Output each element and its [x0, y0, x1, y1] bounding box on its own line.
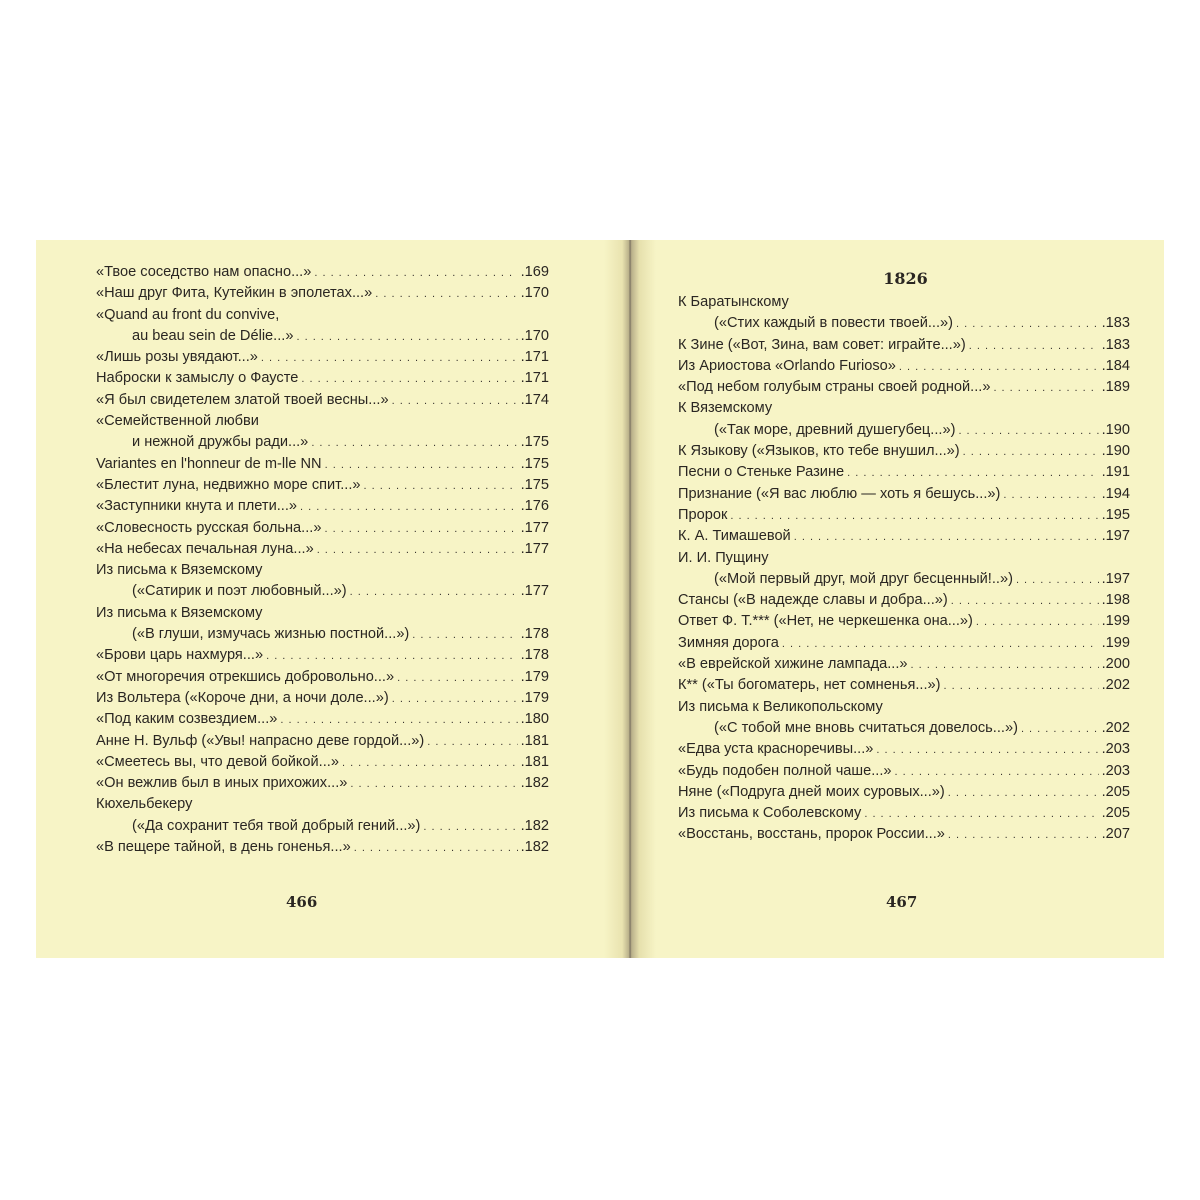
toc-entry-title: К Языкову («Языков, кто тебе внушил...»): [678, 443, 960, 460]
dot-leader: [944, 676, 1099, 697]
toc-entry: [96, 581, 549, 602]
toc-entry: [96, 390, 549, 411]
toc-entry-title: К Баратынскому: [678, 294, 789, 310]
toc-entry: [96, 794, 549, 815]
toc-entry-page: .183: [1101, 336, 1130, 353]
toc-entry-title: «На небесах печальная луна...»: [96, 540, 314, 557]
toc-entry-page: .169: [520, 264, 549, 280]
toc-entry-page: .170: [520, 327, 549, 344]
dot-leader: [301, 369, 517, 390]
toc-entry: [678, 590, 1130, 611]
toc-entry-page: .189: [1101, 379, 1130, 396]
toc-entry-page: .174: [520, 391, 549, 408]
dot-leader: [364, 476, 518, 497]
toc-entry-title: и нежной дружбы ради...»: [132, 434, 309, 451]
toc-entry-title: Анне Н. Вульф («Увы! напрасно деве гордой...»): [96, 732, 425, 749]
toc-entry: [96, 539, 549, 560]
toc-entry-page: .179: [520, 668, 549, 685]
page-number-left: 466: [286, 893, 318, 911]
book-gutter: [604, 240, 656, 958]
toc-entry: [96, 752, 549, 773]
book-spread: [36, 240, 1164, 958]
dot-leader: [412, 625, 517, 646]
dot-leader: [423, 817, 517, 838]
toc-entry: [96, 667, 549, 688]
dot-leader: [976, 612, 1099, 633]
toc-entry-page: .190: [1101, 421, 1130, 438]
toc-entry-title: Из письма к Вяземскому: [96, 604, 263, 621]
toc-entry-title: Variantes en l'honneur de m-lle NN: [96, 455, 322, 472]
dot-leader: [963, 442, 1099, 463]
dot-leader: [314, 263, 517, 284]
dot-leader: [354, 838, 518, 859]
toc-entry-title: К Зине («Вот, Зина, вам совет: играйте...»): [678, 336, 966, 353]
dot-leader: [969, 336, 1099, 357]
dot-leader: [951, 591, 1099, 612]
year-heading: 1826: [883, 269, 928, 288]
dot-leader: [1016, 570, 1099, 591]
dot-leader: [261, 348, 518, 369]
toc-entry-title: «Он вежлив был в иных прихожих...»: [96, 775, 348, 792]
toc-entry-title: Стансы («В надежде славы и добра...»): [678, 592, 948, 609]
dot-leader: [1003, 485, 1098, 506]
left-page: [96, 262, 586, 958]
dot-leader: [392, 391, 518, 412]
toc-entry-title: Из письма к Вяземскому: [96, 562, 263, 579]
toc-entry-page: .182: [520, 817, 549, 834]
toc-entry: [96, 326, 549, 347]
toc-entry-page: .177: [520, 583, 549, 600]
toc-entry: [96, 496, 549, 517]
toc-entry: [678, 633, 1130, 654]
toc-entry: [96, 560, 549, 581]
toc-entry-page: .175: [520, 455, 549, 472]
dot-leader: [958, 421, 1098, 442]
toc-entry-title: Из Ариостова «Orlando Furioso»: [678, 357, 896, 374]
toc-entry: [678, 761, 1130, 782]
dot-leader: [782, 634, 1099, 655]
toc-entry-page: .191: [1101, 464, 1130, 481]
toc-entry: [96, 603, 549, 624]
page-number-right: 467: [886, 893, 918, 911]
toc-entry-title: Признание («Я вас люблю — хоть я бешусь...»): [678, 485, 1001, 502]
toc-entry: [96, 262, 549, 283]
toc-entry-title: Ответ Ф. Т.*** («Нет, не черкешенка она...»): [678, 613, 973, 630]
toc-entry-title: («Сатирик и поэт любовный...»): [132, 583, 347, 600]
toc-entry-page: .194: [1101, 485, 1130, 502]
toc-entry: [678, 697, 1130, 718]
toc-entry-page: .178: [520, 647, 549, 664]
dot-leader: [397, 668, 518, 689]
toc-entry-page: .181: [520, 753, 549, 770]
toc-entry-page: .202: [1101, 677, 1130, 694]
toc-entry: [678, 611, 1130, 632]
toc-entry-page: .195: [1101, 506, 1130, 523]
toc-entry: [678, 292, 1130, 313]
dot-leader: [266, 646, 518, 667]
toc-entry: [678, 548, 1130, 569]
toc-entry: [678, 824, 1130, 845]
toc-entry: [96, 816, 549, 837]
toc-entry-page: .171: [520, 370, 549, 387]
toc-entry: [96, 773, 549, 794]
toc-entry-page: .207: [1101, 826, 1130, 843]
toc-entry-title: «В пещере тайной, в день гоненья...»: [96, 839, 351, 856]
toc-entry-page: .179: [520, 689, 549, 706]
toc-entry-title: Няне («Подруга дней моих суровых...»): [678, 783, 945, 800]
toc-entry: [678, 803, 1130, 824]
toc-entry-title: «Едва уста красноречивы...»: [678, 741, 874, 758]
toc-entry: [678, 675, 1130, 696]
dot-leader: [317, 540, 518, 561]
toc-entry-page: .197: [1101, 528, 1130, 545]
toc-entry-title: «Семейственной любви: [96, 413, 259, 430]
dot-leader: [1021, 719, 1099, 740]
dot-leader: [427, 732, 517, 753]
toc-entry-page: .178: [520, 626, 549, 643]
toc-entry: [96, 411, 549, 432]
toc-entry: [96, 645, 549, 666]
toc-entry-page: .197: [1101, 570, 1130, 587]
toc-entry-title: («В глуши, измучась жизнью постной...»): [132, 626, 410, 643]
toc-entry-page: .182: [520, 775, 549, 792]
toc-entry-page: .190: [1101, 443, 1130, 460]
toc-entry-title: И. И. Пущину: [678, 549, 769, 566]
dot-leader: [325, 455, 518, 476]
toc-entry-title: «Под небом голубым страны своей родной...»: [678, 379, 991, 396]
dot-leader: [311, 433, 517, 454]
toc-entry-title: К Вяземскому: [678, 400, 773, 417]
toc-entry-title: «Смеетесь вы, что девой бойкой...»: [96, 753, 339, 770]
dot-leader: [794, 527, 1099, 548]
toc-entry-page: .205: [1101, 805, 1130, 822]
toc-entry-page: .175: [520, 434, 549, 451]
toc-entry: [96, 624, 549, 645]
toc-entry-title: К** («Ты богоматерь, нет сомненья...»): [678, 677, 941, 694]
toc-entry: [96, 688, 549, 709]
dot-leader: [895, 762, 1099, 783]
toc-entry: [96, 432, 549, 453]
toc-entry-title: Кюхельбекеру: [96, 796, 193, 813]
toc-entry-title: («Мой первый друг, мой друг бесценный!..»): [714, 570, 1013, 587]
toc-entry-title: «Блестит луна, недвижно море спит...»: [96, 476, 361, 493]
toc-entry-page: .176: [520, 498, 549, 515]
toc-entry: [96, 347, 549, 368]
toc-entry-title: («Да сохранит тебя твой добрый гений...»): [132, 817, 421, 834]
toc-entry-title: («Так море, древний душегубец...»): [714, 421, 956, 438]
toc-entry-page: .175: [520, 476, 549, 493]
toc-entry: [678, 420, 1130, 441]
dot-leader: [350, 582, 518, 603]
toc-entry: [96, 368, 549, 389]
dot-leader: [730, 506, 1098, 527]
dot-leader: [300, 497, 518, 518]
toc-entry-page: .199: [1101, 634, 1130, 651]
toc-entry-page: .184: [1101, 357, 1130, 374]
toc-entry-page: .182: [520, 839, 549, 856]
toc-entry-page: .205: [1101, 783, 1130, 800]
toc-entry: [96, 837, 549, 858]
toc-entry-title: Зимняя дорога: [678, 634, 779, 651]
right-page: [678, 266, 1164, 958]
dot-leader: [392, 689, 518, 710]
dot-leader: [876, 740, 1098, 761]
toc-entry-title: Наброски к замыслу о Фаусте: [96, 370, 299, 387]
toc-entry-page: .199: [1101, 613, 1130, 630]
toc-entry-page: .180: [520, 711, 549, 728]
toc-entry: [678, 505, 1130, 526]
toc-entry-title: «В еврейской хижине лампада...»: [678, 656, 908, 673]
toc-entry-title: «Я был свидетелем златой твоей весны...»: [96, 391, 389, 408]
toc-entry: [678, 718, 1130, 739]
dot-leader: [956, 314, 1099, 335]
dot-leader: [864, 804, 1098, 825]
toc-entry-page: .177: [520, 519, 549, 536]
toc-entry-page: .177: [520, 540, 549, 557]
toc-entry-title: «Твое соседство нам опасно...»: [96, 264, 312, 280]
toc-entry: [678, 462, 1130, 483]
toc-entry: [678, 313, 1130, 334]
toc-entry-page: .202: [1101, 719, 1130, 736]
toc-entry-title: «Под каким созвездием...»: [96, 711, 278, 728]
toc-entry: [678, 377, 1130, 398]
toc-entry-title: К. А. Тимашевой: [678, 528, 791, 545]
toc-entry-title: «Восстань, восстань, пророк России...»: [678, 826, 945, 843]
dot-leader: [847, 463, 1098, 484]
toc-entry-page: .203: [1101, 741, 1130, 758]
toc-entry-page: .171: [520, 349, 549, 366]
dot-leader: [948, 825, 1099, 846]
dot-leader: [911, 655, 1099, 676]
toc-entry-title: «Заступники кнута и плети...»: [96, 498, 297, 515]
toc-entry: [678, 782, 1130, 803]
toc-entry-page: .183: [1101, 315, 1130, 332]
dot-leader: [324, 519, 517, 540]
toc-entry: [678, 356, 1130, 377]
dot-leader: [296, 327, 517, 348]
toc-entry: [96, 731, 549, 752]
toc-entry-title: Из письма к Соболевскому: [678, 805, 862, 822]
toc-entry: [678, 526, 1130, 547]
toc-entry-title: Пророк: [678, 506, 728, 523]
toc-entry: [96, 454, 549, 475]
toc-entry-page: .200: [1101, 656, 1130, 673]
toc-entry-title: «Наш друг Фита, Кутейкин в эполетах...»: [96, 285, 373, 302]
toc-entry-title: au beau sein de Délie...»: [132, 327, 294, 344]
toc-entry-title: «Брови царь нахмуря...»: [96, 647, 264, 664]
toc-entry-title: «Лишь розы увядают...»: [96, 349, 258, 366]
dot-leader: [375, 284, 517, 305]
toc-entry: [678, 335, 1130, 356]
toc-entry-title: «Quand au front du convive,: [96, 306, 280, 323]
toc-entry: [678, 441, 1130, 462]
dot-leader: [350, 774, 517, 795]
toc-entry: [96, 475, 549, 496]
toc-entry: [96, 709, 549, 730]
toc-entry-title: Из письма к Великопольскому: [678, 698, 883, 715]
toc-entry: [678, 398, 1130, 419]
toc-entry: [678, 484, 1130, 505]
toc-entry-title: Из Вольтера («Короче дни, а ночи доле...»): [96, 689, 389, 706]
toc-entry: [678, 654, 1130, 675]
dot-leader: [993, 378, 1098, 399]
toc-entry-title: «Словесность русская больна...»: [96, 519, 322, 536]
dot-leader: [899, 357, 1099, 378]
toc-entry: [678, 739, 1130, 760]
toc-entry-page: .203: [1101, 762, 1130, 779]
toc-entry-page: .181: [520, 732, 549, 749]
toc-entry-title: Песни о Стеньке Разине: [678, 464, 845, 481]
dot-leader: [948, 783, 1099, 804]
toc-entry: [678, 569, 1130, 590]
dot-leader: [280, 710, 517, 731]
toc-entry-title: («С тобой мне вновь считаться довелось...»): [714, 719, 1018, 736]
toc-entry: [96, 518, 549, 539]
right-toc-list: [678, 292, 1164, 846]
toc-entry: [96, 305, 549, 326]
toc-entry: [96, 283, 549, 304]
toc-entry-title: «От многоречия отрекшись добровольно...»: [96, 668, 395, 685]
toc-entry-title: «Будь подобен полной чаше...»: [678, 762, 892, 779]
left-toc-list: [96, 262, 586, 858]
toc-entry-page: .198: [1101, 592, 1130, 609]
toc-entry-title: («Стих каждый в повести твоей...»): [714, 315, 954, 332]
toc-entry-page: .170: [520, 285, 549, 302]
dot-leader: [342, 753, 518, 774]
